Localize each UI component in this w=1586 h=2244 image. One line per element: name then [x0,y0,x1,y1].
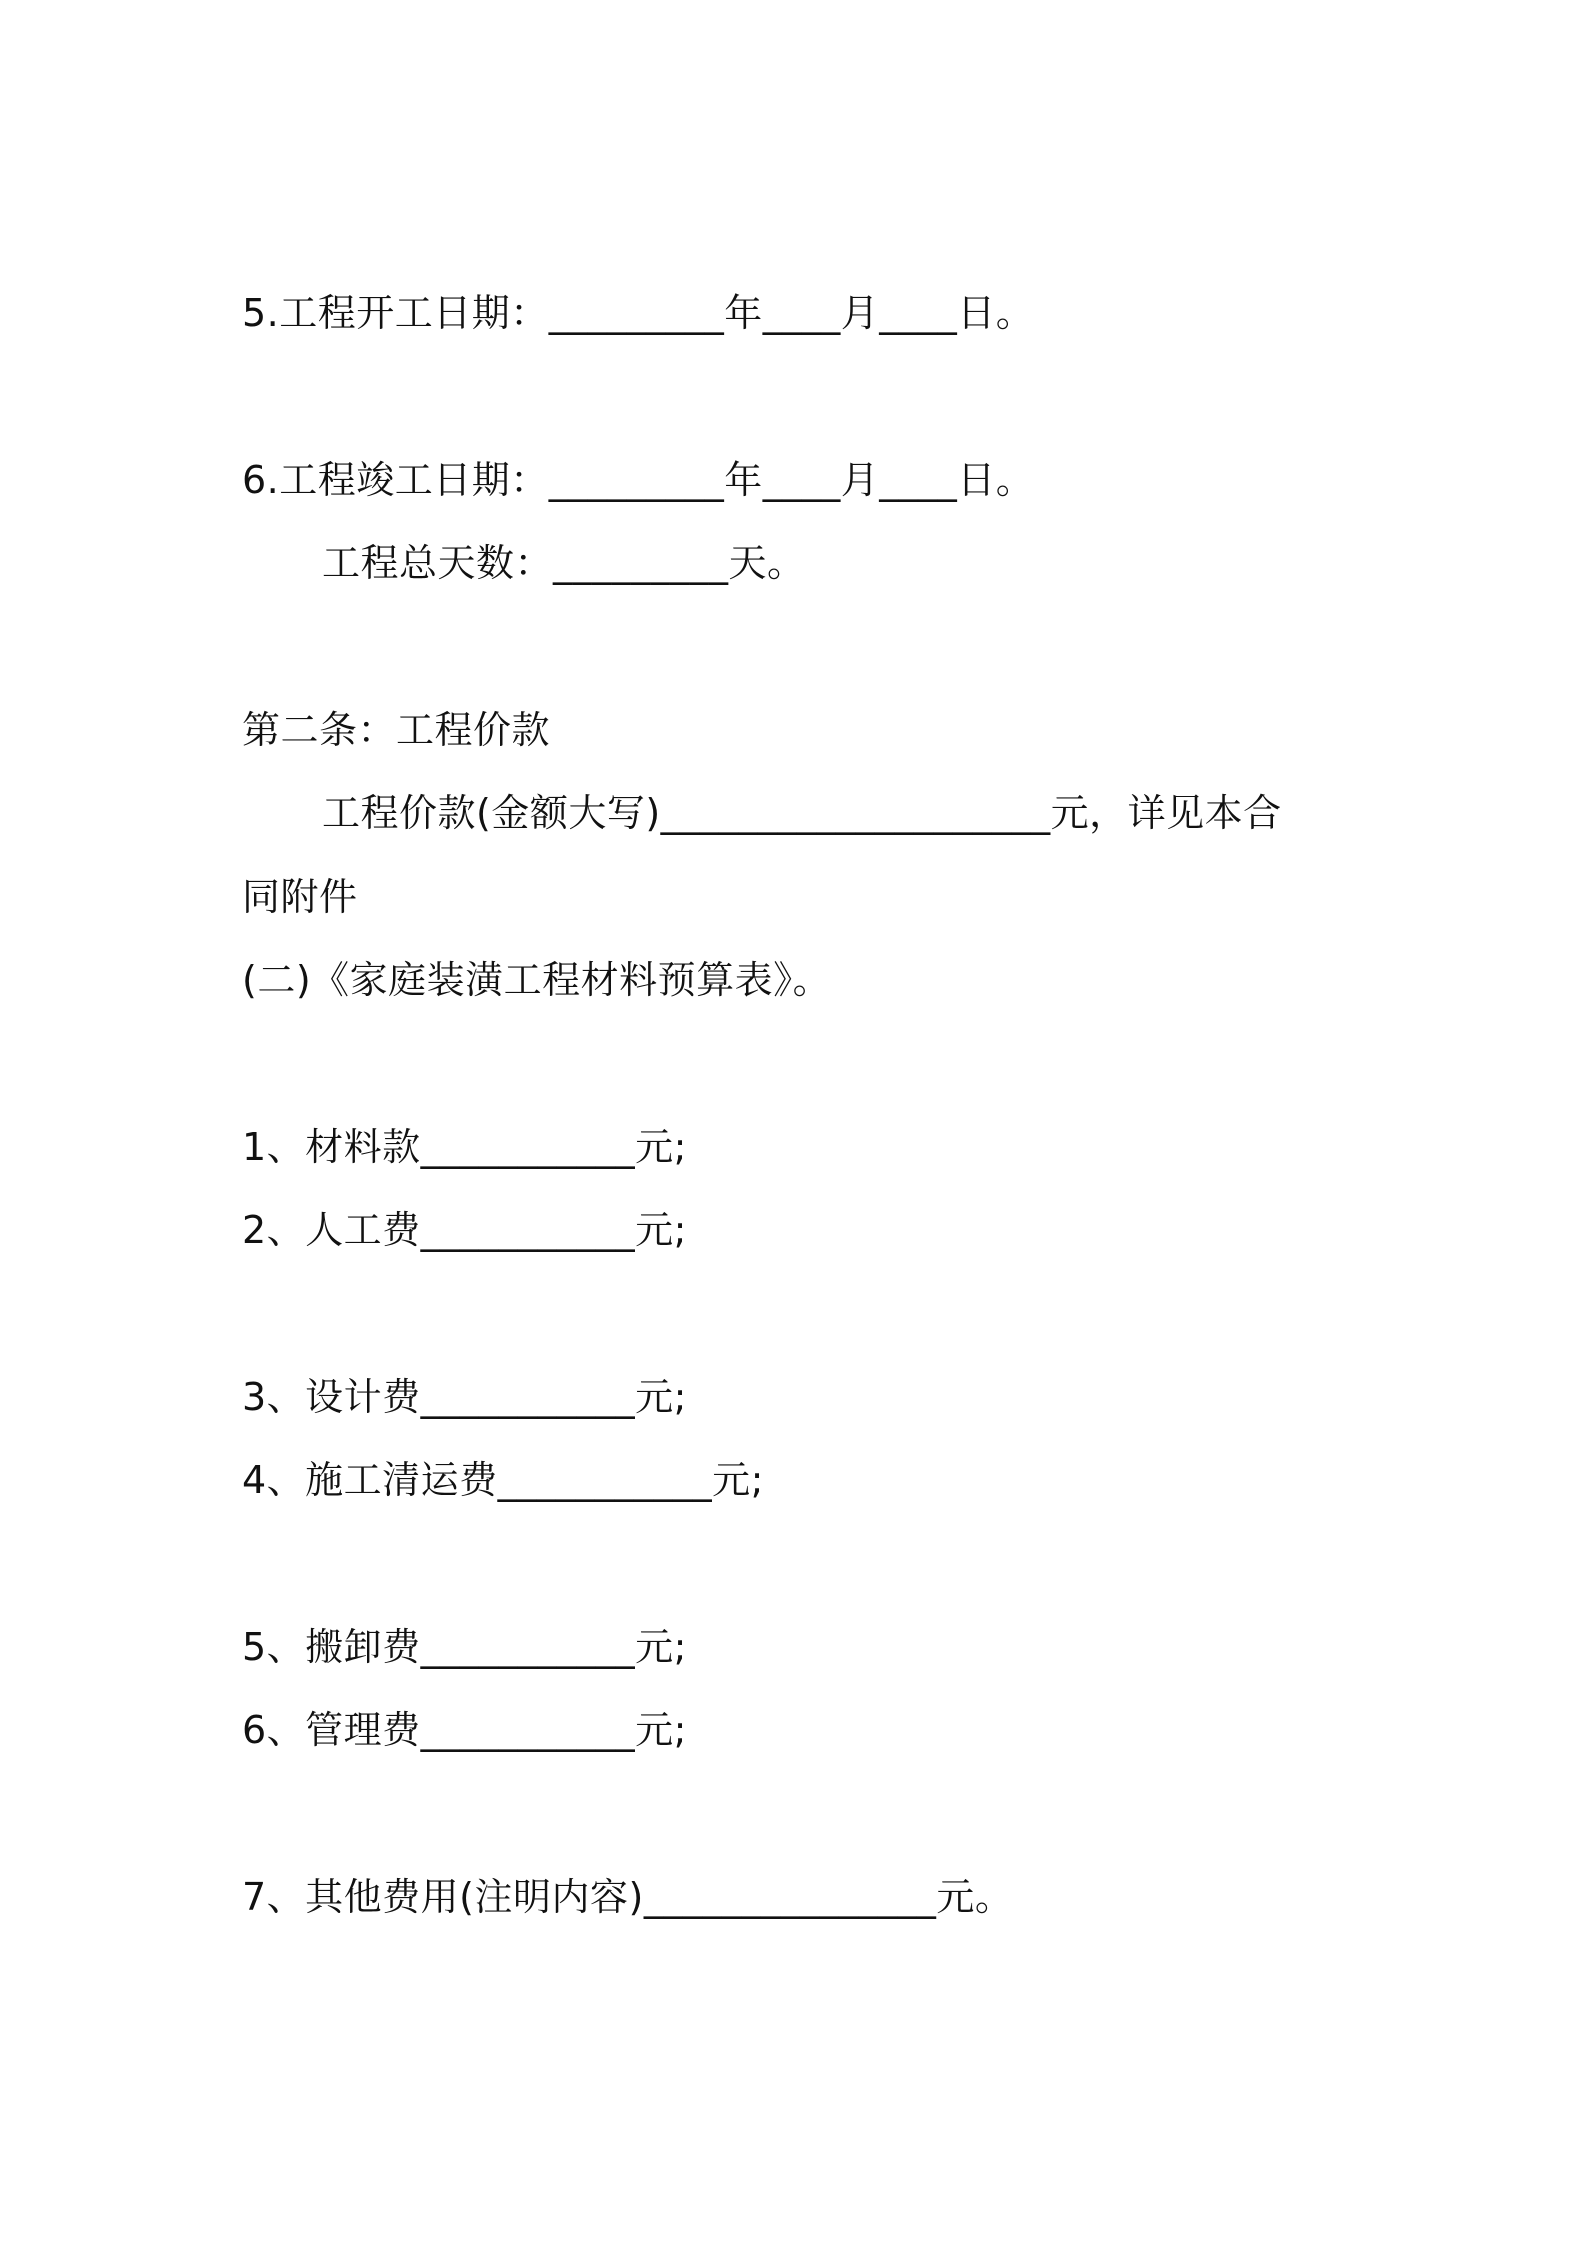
price-amount-continued-line: 同附件 [242,875,358,919]
article-two-heading: 第二条：工程价款 [242,708,551,752]
design-fee-item: 3、设计费___________元; [242,1375,687,1419]
labor-fee-item: 2、人工费___________元; [242,1208,687,1252]
completion-date-line: 6.工程竣工日期：_________年____月____日。 [242,458,1035,502]
price-amount-line: 工程价款(金额大写)____________________元，详见本合 [322,791,1282,835]
start-date-line: 5.工程开工日期：_________年____月____日。 [242,291,1035,335]
other-fees-item: 7、其他费用(注明内容)_______________元。 [242,1875,1014,1919]
cleanup-fee-item: 4、施工清运费___________元; [242,1458,764,1502]
budget-table-reference: (二)《家庭装潢工程材料预算表》。 [242,958,832,1002]
total-days-line: 工程总天数：_________天。 [322,541,806,585]
handling-fee-item: 5、搬卸费___________元; [242,1625,687,1669]
materials-fee-item: 1、材料款___________元; [242,1125,687,1169]
management-fee-item: 6、管理费___________元; [242,1708,687,1752]
